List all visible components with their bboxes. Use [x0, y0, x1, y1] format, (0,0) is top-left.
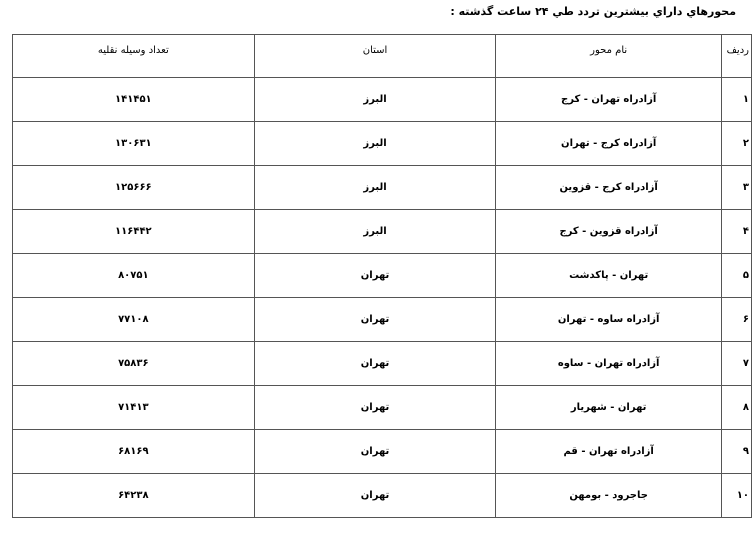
cell-province: تهران	[254, 386, 496, 430]
cell-row-number: ۹	[721, 430, 751, 474]
table-row	[13, 386, 752, 430]
cell-vehicle-count: ۱۲۵۶۶۶	[13, 166, 255, 210]
cell-vehicle-count: ۷۱۴۱۳	[13, 386, 255, 430]
cell-vehicle-count: ۷۵۸۳۶	[13, 342, 255, 386]
cell-vehicle-count: ۷۷۱۰۸	[13, 298, 255, 342]
cell-province: البرز	[254, 166, 496, 210]
cell-vehicle-count: ۱۳۰۶۳۱	[13, 122, 255, 166]
cell-province: البرز	[254, 78, 496, 122]
cell-row-number: ۸	[721, 386, 751, 430]
traffic-table	[12, 34, 752, 518]
cell-route-name: آزادراه کرج - تهران	[496, 122, 722, 166]
cell-vehicle-count: ۶۸۱۶۹	[13, 430, 255, 474]
table-row	[13, 78, 752, 122]
cell-route-name: آزادراه کرج - قزوين	[496, 166, 722, 210]
cell-row-number: ۱۰	[721, 474, 751, 518]
table-row	[13, 166, 752, 210]
cell-route-name: آزادراه تهران - کرج	[496, 78, 722, 122]
cell-row-number: ۵	[721, 254, 751, 298]
page-title: محورهاي داراي بيشترين تردد طي ۲۴ ساعت گذشته :	[450, 5, 736, 18]
cell-province: تهران	[254, 254, 496, 298]
cell-vehicle-count: ۶۴۲۳۸	[13, 474, 255, 518]
cell-route-name: تهران - شهريار	[496, 386, 722, 430]
cell-row-number: ۷	[721, 342, 751, 386]
table-row	[13, 210, 752, 254]
cell-route-name: جاجرود - بومهن	[496, 474, 722, 518]
cell-province: تهران	[254, 430, 496, 474]
cell-route-name: آزادراه تهران - قم	[496, 430, 722, 474]
cell-province: تهران	[254, 298, 496, 342]
cell-route-name: آزادراه ساوه - تهران	[496, 298, 722, 342]
header-province: استان	[254, 35, 496, 78]
cell-row-number: ۳	[721, 166, 751, 210]
cell-province: تهران	[254, 342, 496, 386]
cell-row-number: ۴	[721, 210, 751, 254]
table-row	[13, 474, 752, 518]
cell-province: البرز	[254, 122, 496, 166]
cell-route-name: آزادراه تهران - ساوه	[496, 342, 722, 386]
cell-vehicle-count: ۱۱۶۴۴۲	[13, 210, 255, 254]
cell-province: تهران	[254, 474, 496, 518]
table-row	[13, 122, 752, 166]
table-row	[13, 430, 752, 474]
cell-row-number: ۲	[721, 122, 751, 166]
header-row-number: رديف	[721, 35, 751, 78]
cell-province: البرز	[254, 210, 496, 254]
table-row	[13, 298, 752, 342]
cell-row-number: ۱	[721, 78, 751, 122]
cell-route-name: تهران - پاکدشت	[496, 254, 722, 298]
table-header-row	[13, 35, 752, 78]
cell-vehicle-count: ۱۴۱۴۵۱	[13, 78, 255, 122]
cell-vehicle-count: ۸۰۷۵۱	[13, 254, 255, 298]
table-row	[13, 254, 752, 298]
table-row	[13, 342, 752, 386]
header-route-name: نام محور	[496, 35, 722, 78]
cell-row-number: ۶	[721, 298, 751, 342]
cell-route-name: آزادراه قزوين - کرج	[496, 210, 722, 254]
header-vehicle-count: تعداد وسيله نقليه	[13, 35, 255, 78]
